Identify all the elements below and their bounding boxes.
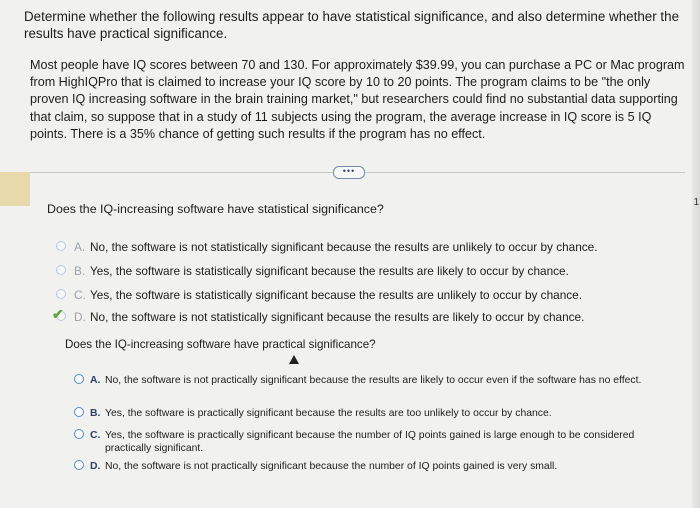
question2-prompt: Does the IQ-increasing software have practical significance? (65, 338, 376, 351)
option-text: No, the software is not practically significant because the number of IQ points gained is very small. (105, 461, 558, 472)
option-letter: C. (90, 430, 101, 441)
radio-button[interactable] (74, 429, 84, 439)
radio-button[interactable] (56, 289, 66, 299)
option-text: Yes, the software is statistically significant because the results are unlikely to occur by chance. (90, 288, 583, 302)
option-letter: C. (74, 288, 86, 302)
problem-text: Most people have IQ scores between 70 and 130. For approximately $39.99, you can purchase a PC or Mac program from HighIQPro that is claimed to increase your IQ score by 10 to 20 points. The program claims to be "the only proven IQ increasing software in the brain training market," but researchers could find no substantial data supporting that claim, so suppose that in a study of 11 subjects using the program, the average increase in IQ score is 5 IQ points. There is a 35% chance of getting such results if the program has no effect. (30, 58, 685, 141)
radio-button[interactable] (56, 265, 66, 275)
option-letter: D. (90, 461, 101, 472)
option-letter: B. (90, 408, 101, 419)
right-panel-edge (692, 0, 700, 508)
option-letter: A. (74, 240, 86, 254)
question1-prompt: Does the IQ-increasing software have statistical significance? (47, 202, 384, 216)
option-letter: D. (74, 310, 86, 324)
mouse-cursor-icon (289, 355, 299, 364)
option-text: Yes, the software is statistically significant because the results are likely to occur by chance. (90, 264, 569, 278)
option-text: No, the software is not practically significant because the results are likely to occur even if the software has no effect. (105, 375, 642, 386)
radio-button[interactable] (74, 460, 84, 470)
left-progress-bar (0, 172, 30, 206)
option-text: Yes, the software is practically significant because the results are too unlikely to occur by chance. (105, 408, 552, 419)
option-letter: B. (74, 264, 86, 278)
option-text: No, the software is not statistically significant because the results are likely to occur by chance. (90, 310, 585, 324)
check-icon: ✔ (52, 306, 64, 322)
option-letter: A. (90, 375, 101, 386)
radio-button[interactable] (56, 241, 66, 251)
edge-mark: 1 (693, 197, 699, 208)
option-text: No, the software is not statistically significant because the results are unlikely to occur by chance. (90, 240, 598, 254)
radio-button[interactable] (74, 374, 84, 384)
radio-button[interactable] (74, 407, 84, 417)
instruction-text: Determine whether the following results appear to have statistical significance, and also determine whether the results have practical significance. (24, 9, 680, 41)
option-text: Yes, the software is practically significant because the number of IQ points gained is large enough to be considered practically significant. (105, 430, 635, 454)
more-button[interactable]: ••• (333, 166, 365, 179)
